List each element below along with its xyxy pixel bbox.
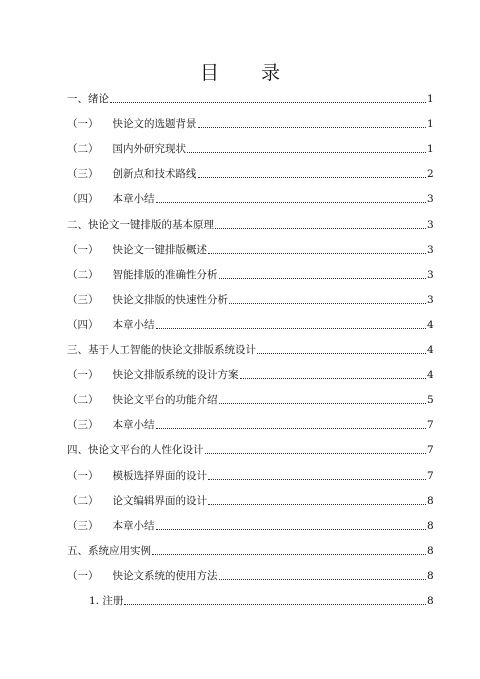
toc-page-number: 3 [427, 268, 434, 281]
toc-page-number: 3 [427, 293, 434, 306]
toc-entry[interactable] [67, 437, 433, 457]
toc-entry-label [67, 594, 123, 608]
toc-leader-dots [215, 227, 426, 229]
toc-entry[interactable] [67, 186, 433, 206]
toc-entry-text: 快论文排版的快速性分析 [112, 293, 228, 306]
toc-entry-text: 创新点和技术路线 [112, 168, 197, 181]
toc-entry-label [67, 243, 207, 257]
toc-entry-text: 快论文一键排版概述 [112, 243, 207, 256]
toc-entry-number: 三、 [67, 344, 88, 356]
toc-entry-label [67, 569, 218, 583]
toc-entry-number: （二） [67, 494, 99, 507]
toc-entry-text: 论文编辑界面的设计 [112, 494, 207, 507]
toc-entry-text: 快论文排版系统的设计方案 [112, 369, 239, 382]
toc-leader-dots [208, 478, 426, 480]
toc-leader-dots [156, 427, 427, 429]
toc-entry-number: （三） [67, 419, 99, 432]
toc-entry-label [67, 393, 218, 407]
toc-entry-text: 智能排版的准确性分析 [112, 268, 218, 281]
toc-entry-label [67, 293, 228, 307]
toc-entry-number: （三） [67, 519, 99, 532]
toc-entry[interactable] [67, 513, 433, 533]
toc-entry-label [67, 343, 256, 357]
toc-entry-number: 四、 [67, 444, 88, 457]
toc-entry-label [67, 218, 214, 232]
toc-entry-label [67, 418, 155, 432]
toc-entry[interactable] [67, 111, 433, 131]
toc-leader-dots [240, 377, 427, 379]
toc-entry-label [67, 443, 204, 457]
toc-entry[interactable] [67, 538, 433, 558]
toc-entry-text: 本章小结 [112, 193, 155, 206]
toc-entry-label [67, 92, 109, 106]
toc-entry-label [67, 519, 155, 533]
toc-entry[interactable] [67, 588, 433, 608]
toc-entry[interactable] [67, 463, 433, 483]
toc-leader-dots [208, 503, 426, 505]
toc-leader-dots [156, 327, 427, 329]
toc-entry-text: 快论文的选题背景 [112, 118, 197, 131]
toc-entry[interactable] [67, 337, 433, 357]
toc-leader-dots [219, 277, 427, 279]
toc-page-number: 1 [427, 118, 434, 131]
toc-entry-label [67, 544, 151, 558]
toc-leader-dots [208, 252, 426, 254]
toc-entry-text: 基于人工智能的快论文排版系统设计 [88, 344, 256, 356]
toc-entry[interactable] [67, 387, 433, 407]
toc-entry-label [67, 117, 197, 131]
toc-entry-number: （一） [67, 118, 99, 131]
toc-entry-text: 国内外研究现状 [112, 143, 186, 156]
toc-leader-dots [156, 528, 427, 530]
toc-entry-text: 快论文平台的功能介绍 [112, 394, 218, 407]
toc-page-number: 8 [427, 569, 434, 582]
toc-page-number: 3 [427, 243, 434, 256]
toc-entry-number: 二、 [67, 218, 88, 231]
toc-leader-dots [198, 126, 427, 128]
toc-entry-number: 五、 [67, 544, 88, 557]
toc-page-number: 2 [427, 168, 434, 181]
toc-entry-text: 本章小结 [112, 419, 155, 432]
toc-entry-number: （一） [67, 469, 99, 482]
toc-entry-text: 本章小结 [112, 519, 155, 532]
toc-entry[interactable] [67, 212, 433, 232]
toc-entry-text: 快论文平台的人性化设计 [88, 444, 204, 457]
toc-entry-label [67, 268, 218, 282]
toc-entry[interactable] [67, 563, 433, 583]
toc-page-number: 8 [427, 519, 434, 532]
toc-leader-dots [110, 101, 426, 103]
toc-page-number: 4 [427, 344, 434, 356]
toc-entry-number: （一） [67, 243, 99, 256]
toc-entry-label [67, 192, 155, 206]
toc-leader-dots [205, 452, 427, 454]
toc-entry[interactable] [67, 488, 433, 508]
toc-leader-dots [124, 603, 426, 605]
toc-entry-label [67, 494, 207, 508]
toc-entry-number: （二） [67, 268, 99, 281]
toc-leader-dots [198, 176, 427, 178]
toc-page-number: 8 [427, 544, 434, 557]
toc-entry-label [67, 469, 207, 483]
toc-entry-text: 绪论 [88, 93, 109, 105]
toc-entry[interactable] [67, 136, 433, 156]
toc-entry[interactable] [67, 412, 433, 432]
toc-page-number: 7 [427, 444, 434, 457]
toc-page-number: 4 [427, 369, 434, 382]
toc-leader-dots [187, 151, 426, 153]
toc-entry[interactable] [67, 287, 433, 307]
toc-entry-number: （三） [67, 168, 99, 181]
toc-page-number: 3 [427, 218, 434, 231]
toc-entry-number: （二） [67, 143, 99, 156]
toc-entry-number: 1. [89, 595, 103, 607]
toc-entry-text: 注册 [102, 595, 124, 607]
toc-entry[interactable] [67, 161, 433, 181]
toc-entry-text: 本章小结 [112, 318, 155, 331]
toc-entry[interactable] [67, 362, 433, 382]
toc-entry-number: （四） [67, 318, 99, 331]
toc-entry-label [67, 142, 186, 156]
toc-entry-number: 一、 [67, 93, 88, 105]
toc-page-number: 4 [427, 318, 434, 331]
toc-page-number: 1 [427, 143, 434, 156]
toc-entry-number: （四） [67, 193, 99, 206]
toc-page-number: 5 [427, 394, 434, 407]
toc-page-number: 3 [427, 193, 434, 206]
toc-entry[interactable] [67, 86, 433, 106]
toc-entry-label [67, 318, 155, 332]
toc-entry-text: 快论文一键排版的基本原理 [88, 218, 214, 231]
toc-entry-number: （一） [67, 369, 99, 382]
toc-page-number: 7 [427, 419, 434, 432]
toc-entry[interactable] [67, 262, 433, 282]
toc-page-number: 1 [427, 93, 434, 105]
toc-leader-dots [219, 402, 427, 404]
toc-entry-number: （三） [67, 293, 99, 306]
toc-leader-dots [152, 553, 426, 555]
toc-page-number: 8 [427, 595, 434, 607]
toc-entry[interactable] [67, 237, 433, 257]
toc-entry-text: 系统应用实例 [88, 544, 151, 557]
toc-entry-text: 快论文系统的使用方法 [112, 569, 218, 582]
toc-page-number: 7 [427, 469, 434, 482]
toc-entry-label [67, 368, 239, 382]
toc-entry[interactable] [67, 312, 433, 332]
toc-entry-label [67, 167, 197, 181]
toc-leader-dots [219, 578, 427, 580]
toc-title: 目 录 [199, 62, 299, 84]
toc-entry-number: （二） [67, 394, 99, 407]
toc-leader-dots [156, 201, 427, 203]
toc-entry-text: 模板选择界面的设计 [112, 469, 207, 482]
toc-entry-number: （一） [67, 569, 99, 582]
toc-page-number: 8 [427, 494, 434, 507]
toc-leader-dots [257, 352, 426, 354]
toc-leader-dots [229, 302, 426, 304]
